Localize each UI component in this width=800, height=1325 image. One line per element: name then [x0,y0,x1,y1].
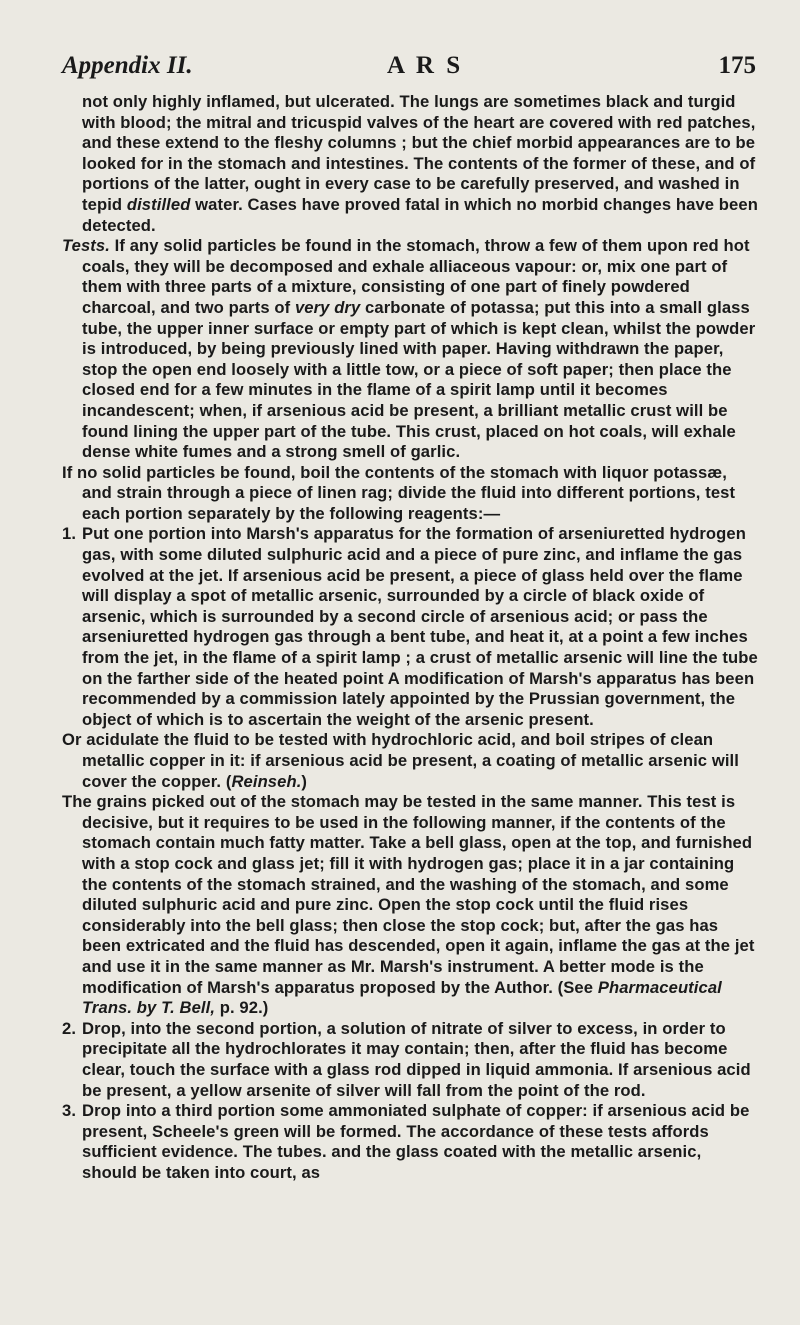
page-number: 175 [718,52,756,79]
paragraph-copper-test: Or acidulate the fluid to be tested with hydrochloric acid, and boil stripes of clean metallic copper in it: if arsenious acid be present, a coating of metallic arsenic will cover the copper. (Reinseh.) [62,730,739,791]
running-header [62,44,760,84]
list-number: 2. [62,1018,77,1038]
section-label: Appendix II. [62,52,193,79]
list-number: 1. [62,524,77,544]
paragraph-tests: Tests. If any solid particles be found in the stomach, throw a few of them upon red hot coals, they will be decomposed and exhale alliaceous vapour: or, mix one part of them with three parts of a mixture, consisting of one part of finely powdered charcoal, and two parts of very dry carbonate of potassa; put this into a small glass tube, the upper inner surface or empty part of which is kept clean, whilst the powder is introduced, by being previously lined with paper. Having withdrawn the paper, stop the open end loosely with a little tow, or a piece of soft paper; then place the closed end for a few minutes in the flame of a spirit lamp until it becomes incandescent; when, if arsenious acid be present, a brilliant metallic crust will be found lining the upper part of the tube. This crust, placed on hot coals, will exhale dense white fumes and a strong smell of garlic. [62,236,756,462]
paragraph-continuation: not only highly inflamed, but ulcerated. The lungs are sometimes black and turgid with blood; the mitral and tricuspid valves of the heart are covered with red patches, and these extend to the fleshy columns ; but the chief morbid appearances are to be looked for in the stomach and intestines. The contents of the former of these, and of portions of the latter, ought in every case to be carefully preserved, and washed in tepid distilled water. Cases have proved fatal in which no morbid changes have been detected. [82,92,758,235]
header-title: A R S [387,52,464,79]
paragraph-grains: The grains picked out of the stomach may be tested in the same manner. This test is decisive, but it requires to be used in the following manner, if the contents of the stomach contain much fatty matter. Take a bell glass, open at the top, and furnished with a stop cock and glass jet; fill it with hydrogen gas; place it in a jar containing the contents of the stomach strained, and the washing of the stomach, and some diluted sulphuric acid and pure zinc. Open the stop cock until the fluid rises considerably into the bell glass; then close the stop cock; but, after the gas has been extricated and the fluid has descended, open it again, inflame the gas at the jet and use it in the same manner as Mr. Marsh's instrument. A better mode is the modification of Marsh's apparatus proposed by the Author. (See Pharmaceutical Trans. by T. Bell, p. 92.) [62,792,755,1018]
body-text [62,92,760,1183]
tests-heading: Tests. [62,236,110,256]
list-item-3: 3. Drop into a third portion some ammoniated sulphate of copper: if arsenious acid be present, Scheele's green will be formed. The accordance of these tests affords sufficient evidence. The tubes. and the glass coated with the metallic arsenic, should be taken into court, as [62,1101,750,1182]
paragraph-no-solid-particles: If no solid particles be found, boil the contents of the stomach with liquor potassæ, and strain through a piece of linen rag; divide the fluid into different portions, test each portion separately by the following reagents:— [62,462,736,523]
list-item-2: 2. Drop, into the second portion, a solution of nitrate of silver to excess, in order to precipitate all the hydrochlorates it may contain; then, after the fluid has become clear, touch the surface with a glass rod dipped in liquid ammonia. If arsenious acid be present, a yellow arsenite of silver will fall from the point of the rod. [62,1018,751,1100]
list-item-1: 1. Put one portion into Marsh's apparatus for the formation of arseniuretted hydrogen gas, with some diluted sulphuric acid and a piece of pure zinc, and inflame the gas evolved at the jet. If arsenious acid be present, a piece of glass held over the flame will display a spot of metallic arsenic, surrounded by a circle of black oxide of arsenic, which is surrounded by a second circle of arsenious acid; or pass the arseniuretted hydrogen gas through a bent tube, and heat it, at a point a few inches from the jet, in the flame of a spirit lamp ; a crust of metallic arsenic will line the tube on the farther side of the heated point A modification of Marsh's apparatus has been recommended by a commission lately appointed by the Prussian government, the object of which is to ascertain the weight of the arsenic present. [62,524,758,729]
list-number: 3. [62,1101,77,1121]
